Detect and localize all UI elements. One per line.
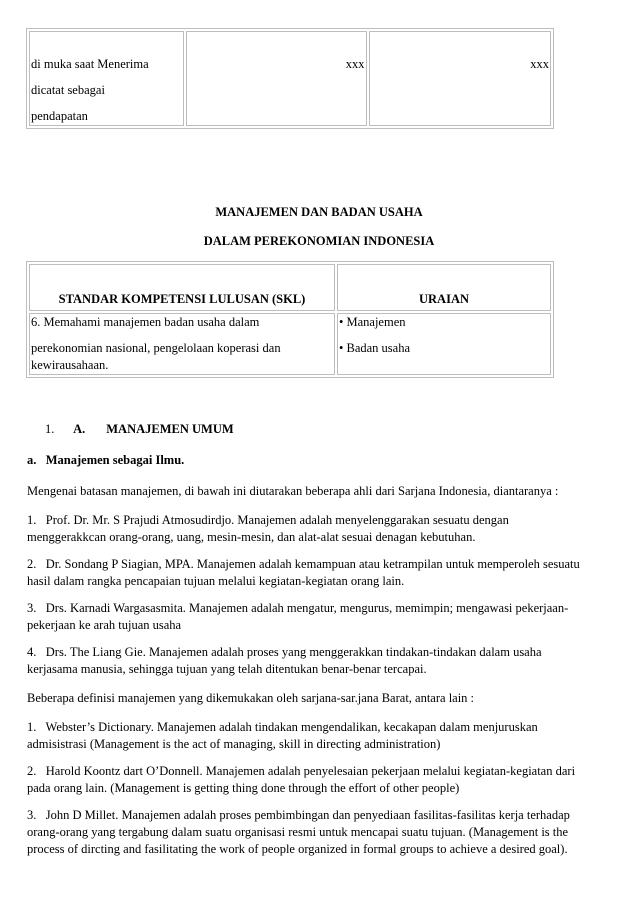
subsection-title: a. Manajemen sebagai Ilmu.: [27, 453, 185, 467]
definition-barat-1-line-2: admisistrasi (Management is the act of managing, skill in directing administration): [27, 737, 441, 751]
definition-indo-1: [27, 512, 612, 546]
skl-header-left-label: STANDAR KOMPETENSI LULUSAN (SKL): [58, 292, 306, 306]
definition-indo-3-line-2: pekerjaan ke arah tujuan usaha: [27, 618, 182, 632]
table-top-label-line-2: dicatat sebagai: [31, 83, 105, 97]
definition-indo-2: [27, 556, 617, 590]
definition-indo-2-line-2: hasil dalam rangka pencapaian tujuan melalui kegiatan-kegiatan orang lain.: [27, 574, 405, 588]
definition-indo-2-line-1: 2. Dr. Sondang P Siagian, MPA. Manajemen adalah kemampuan atau ketrampilan untuk memperoleh sesuatu: [27, 557, 580, 571]
definition-barat-3-line-3: process of dircting and fasilitating the work of people organized in formal groups to achieve a desired goal).: [27, 842, 568, 856]
definition-indo-3: [27, 600, 617, 634]
definition-indo-4-line-2: kerjasama manusia, sehingga tujuan yang telah ditentukan benar-benar tercapai.: [27, 662, 427, 676]
section-heading: [45, 421, 234, 438]
table-top-label-line-3: pendapatan: [31, 109, 88, 123]
skl-body-left-line-1: 6. Memahami manajemen badan usaha dalam: [31, 315, 260, 329]
heading-line-2: DALAM PEREKONOMIAN INDONESIA: [203, 234, 435, 248]
skl-body-right-item-2: • Badan usaha: [339, 341, 411, 355]
definition-barat-3: [27, 807, 617, 858]
skl-header-right-label: URAIAN: [419, 292, 469, 306]
table-top-cell-value-2: [369, 31, 551, 126]
heading-line-1: MANAJEMEN DAN BADAN USAHA: [215, 205, 423, 219]
definition-indo-4-line-1: 4. Drs. The Liang Gie. Manajemen adalah proses yang menggerakkan tindakan-tindakan dalam usaha: [27, 645, 542, 659]
definition-barat-2: [27, 763, 617, 797]
skl-body-left: [29, 313, 335, 375]
section-title: MANAJEMEN UMUM: [106, 422, 234, 436]
intro-barat: Beberapa definisi manajemen yang dikemukakan oleh sarjana-sar.jana Barat, antara lain :: [27, 691, 475, 705]
definition-barat-3-line-2: orang-orang yang tergabung dalam suatu organisasi resmi untuk mencapai suatu tujuan. (Management is the: [27, 825, 569, 839]
section-number: 1.: [45, 422, 55, 436]
skl-header-left: [29, 264, 335, 311]
skl-table: [26, 261, 554, 378]
table-top-label-line-1: di muka saat Menerima: [31, 57, 149, 71]
definition-indo-1-line-1: 1. Prof. Dr. Mr. S Prajudi Atmosudirdjo. Manajemen adalah menyelenggarakan sesuatu dengan: [27, 513, 509, 527]
section-letter: A.: [73, 422, 86, 436]
table-top-cell-value-1: [186, 31, 366, 126]
skl-body-left-line-2: perekonomian nasional, pengelolaan koperasi dan: [31, 341, 281, 355]
skl-body-left-line-3: kewirausahaan.: [31, 358, 109, 372]
table-top: [26, 28, 554, 129]
definition-indo-3-line-1: 3. Drs. Karnadi Wargasasmita. Manajemen adalah mengatur, mengurus, memimpin; mengawasi pekerjaan-: [27, 601, 569, 615]
definition-barat-3-line-1: 3. John D Millet. Manajemen adalah proses pembimbingan dan penyediaan fasilitas-fasilitas kerja terhadap: [27, 808, 570, 822]
definition-barat-2-line-2: pada orang lain. (Management is getting thing done through the effort of other people): [27, 781, 460, 795]
definition-indo-4: [27, 644, 617, 678]
definition-barat-2-line-1: 2. Harold Koontz dart O’Donnell. Manajemen adalah penyelesaian pekerjaan melalui kegiatan-kegiatan dari: [27, 764, 576, 778]
skl-body-right: [337, 313, 551, 375]
skl-body-right-item-1: • Manajemen: [339, 315, 406, 329]
definition-indo-1-line-2: menggerakkcan orang-orang, uang, mesin-mesin, dan alat-alat sesuai denagan kebutuhan.: [27, 530, 476, 544]
table-top-value-1: xxx: [345, 57, 365, 71]
intro-indonesia: Mengenai batasan manajemen, di bawah ini diutarakan beberapa ahli dari Sarjana Indonesia, diantaranya :: [27, 484, 559, 498]
skl-header-right: [337, 264, 551, 311]
definition-barat-1: [27, 719, 617, 753]
table-top-value-2: xxx: [530, 57, 549, 71]
definition-barat-1-line-1: 1. Webster’s Dictionary. Manajemen adalah tindakan mengendalikan, kecakapan dalam menjuruskan: [27, 720, 538, 734]
table-top-cell-label: [29, 31, 184, 126]
